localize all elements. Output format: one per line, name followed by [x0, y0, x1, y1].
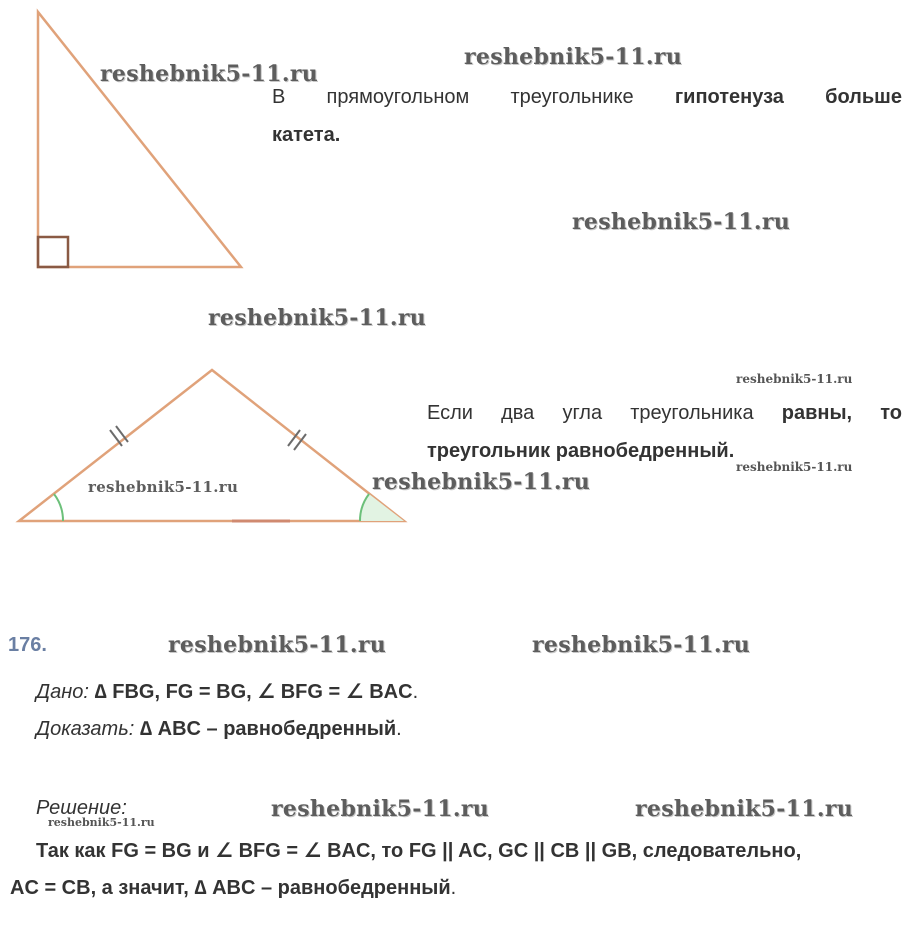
- prove-line: [36, 718, 402, 741]
- watermark: reshebnik5-11.ru: [736, 460, 853, 474]
- statement-line-1: [427, 394, 902, 432]
- solution-label: Решение:: [36, 797, 127, 819]
- right-triangle-statement: [272, 78, 902, 154]
- watermark: reshebnik5-11.ru: [48, 816, 155, 829]
- isosceles-triangle-figure: [19, 370, 404, 521]
- isosceles-statement: [427, 394, 902, 470]
- given-text: ∆ FBG, FG = BG, ∠ BFG = ∠ BAC: [94, 681, 413, 703]
- statement-bold-text: гипотенуза больше: [674, 86, 902, 108]
- statement-bold-text: катета.: [272, 124, 341, 146]
- watermark: reshebnik5-11.ru: [271, 796, 490, 822]
- watermark: reshebnik5-11.ru: [572, 209, 791, 235]
- given-label: Дано:: [36, 681, 89, 703]
- watermark: reshebnik5-11.ru: [736, 372, 853, 386]
- watermark: reshebnik5-11.ru: [100, 61, 319, 87]
- right-triangle-figure: [38, 12, 241, 267]
- statement-plain-text: В прямоугольном треугольнике: [272, 86, 634, 108]
- watermark: reshebnik5-11.ru: [208, 305, 427, 331]
- prove-label: Доказать:: [36, 718, 135, 740]
- prove-end: .: [396, 718, 402, 740]
- statement-bold-text: равны, то: [781, 402, 902, 424]
- solution-line-2: [10, 877, 456, 900]
- statement-plain-text: Если два угла треугольника: [427, 402, 754, 424]
- solution-line-1: [36, 838, 801, 863]
- isosceles-triangle: [19, 370, 404, 521]
- right-triangle: [38, 12, 241, 267]
- watermark: reshebnik5-11.ru: [372, 469, 591, 495]
- watermark: reshebnik5-11.ru: [464, 44, 683, 70]
- watermark: reshebnik5-11.ru: [532, 632, 751, 658]
- prove-text: ∆ ABC – равнобедренный: [139, 718, 397, 740]
- given-line: [36, 679, 418, 704]
- solution-end: .: [450, 877, 457, 899]
- watermark: reshebnik5-11.ru: [88, 478, 239, 496]
- given-end: .: [412, 681, 419, 703]
- watermark: reshebnik5-11.ru: [635, 796, 854, 822]
- solution-text: Так как FG = BG и ∠ BFG = ∠ BAC, то FG || AC, GC || CB || GB, следовательно,: [36, 840, 802, 862]
- right-angle-mark: [38, 237, 68, 267]
- angle-arc-left: [54, 494, 63, 521]
- solution-text: AC = CB, а значит, ∆ ABC – равнобедренный: [10, 877, 451, 899]
- problem-number: 176.: [8, 634, 47, 656]
- statement-line-1: [272, 78, 902, 116]
- watermark: reshebnik5-11.ru: [168, 632, 387, 658]
- statement-bold-text: треугольник равнобедренный.: [427, 440, 735, 462]
